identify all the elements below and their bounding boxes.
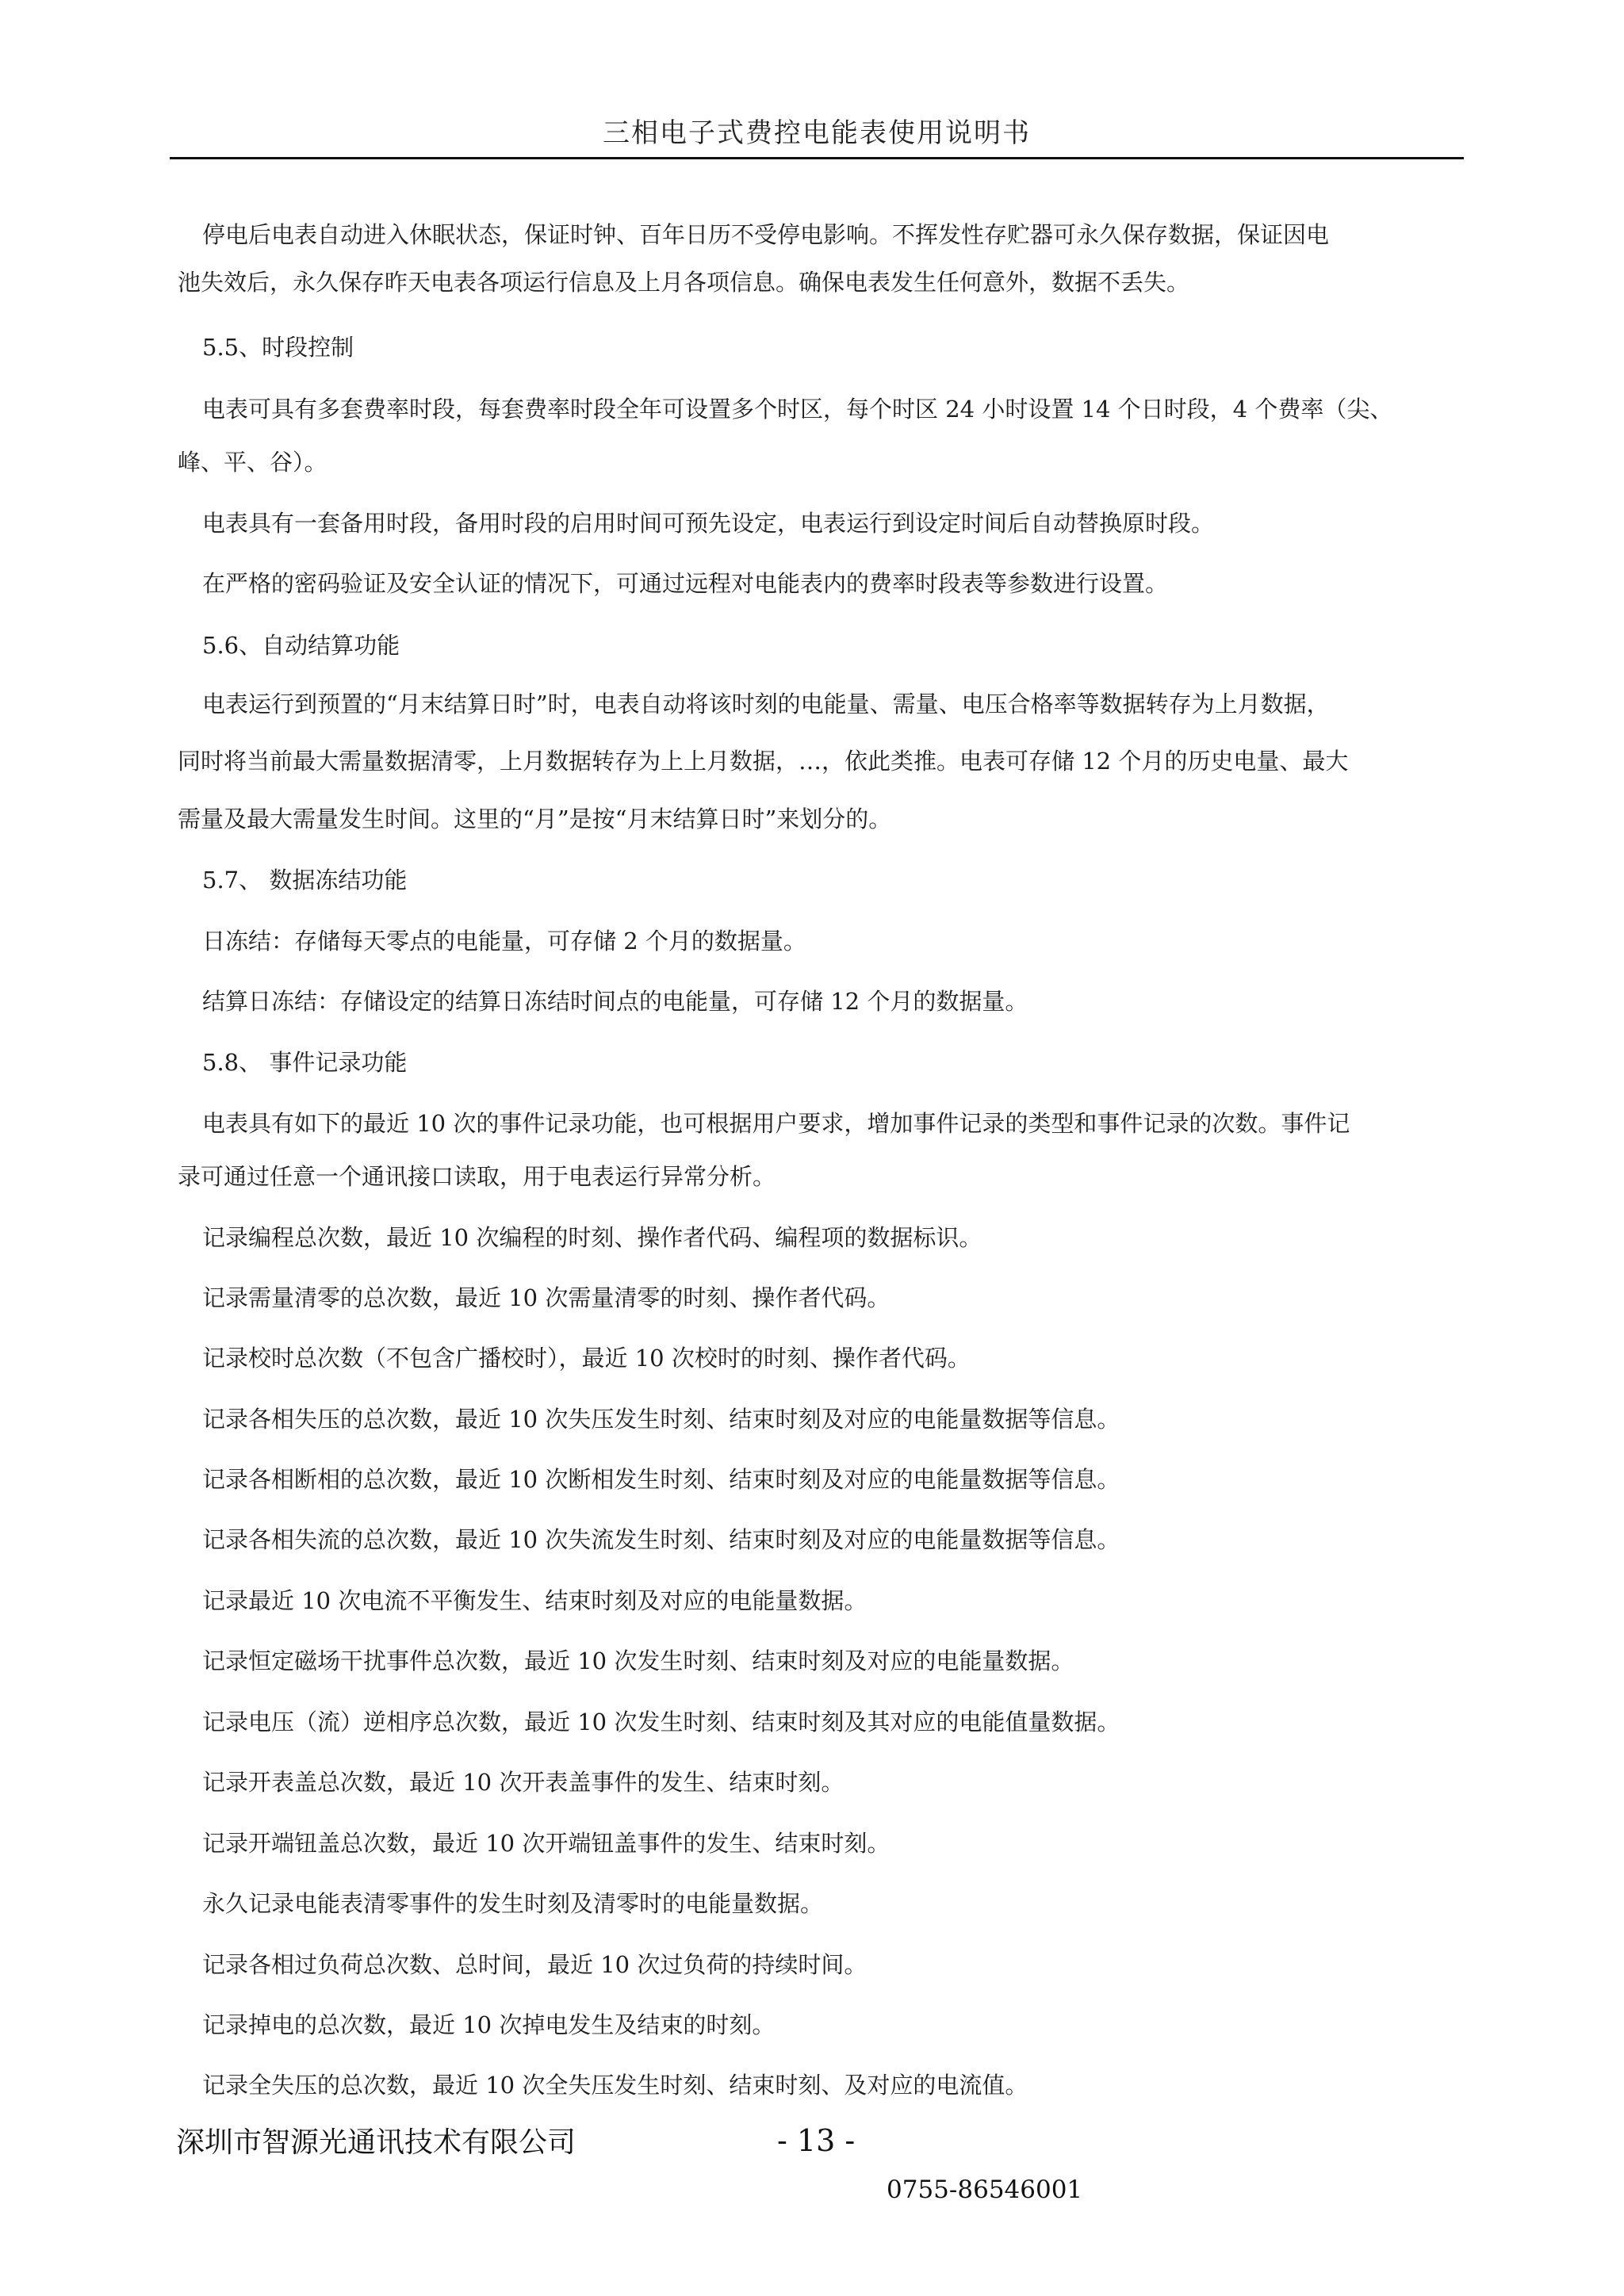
list-item: 记录全失压的总次数，最近 10 次全失压发生时刻、结束时刻、及对应的电流值。 [202,2072,1028,2099]
paragraph-line: 同时将当前最大需量数据清零，上月数据转存为上上月数据，…，依此类推。电表可存储 12 个月的历史电量、最大 [178,748,1349,775]
list-item: 记录各相断相的总次数，最近 10 次断相发生时刻、结束时刻及对应的电能量数据等信息。 [202,1466,1120,1493]
list-item: 记录电压（流）逆相序总次数，最近 10 次发生时刻、结束时刻及其对应的电能值量数据。 [202,1709,1120,1735]
section-heading-5-6: 5.6、自动结算功能 [202,632,400,659]
paragraph-line: 录可通过任意一个通讯接口读取，用于电表运行异常分析。 [178,1163,776,1190]
section-heading-5-5: 5.5、时段控制 [202,334,354,361]
list-item: 记录需量清零的总次数，最近 10 次需量清零的时刻、操作者代码。 [202,1284,891,1311]
paragraph-line: 电表可具有多套费率时段，每套费率时段全年可设置多个时区，每个时区 24 小时设置 14 个日时段，4 个费率（尖、 [202,396,1393,423]
footer-phone: 0755-86546001 [887,2175,1083,2204]
list-item: 记录开表盖总次数，最近 10 次开表盖事件的发生、结束时刻。 [202,1769,845,1796]
paragraph-line: 需量及最大需量发生时间。这里的“月”是按“月末结算日时”来划分的。 [178,806,892,832]
list-item: 记录编程总次数，最近 10 次编程的时刻、操作者代码、编程项的数据标识。 [202,1224,982,1251]
footer-company-name: 深圳市智源光通讯技术有限公司 [176,2126,576,2159]
page-header-title: 三相电子式费控电能表使用说明书 [603,117,1031,149]
paragraph-line: 电表运行到预置的“月末结算日时”时，电表自动将该时刻的电能量、需量、电压合格率等数据转存为上月数据， [202,691,1330,718]
paragraph-line: 电表具有如下的最近 10 次的事件记录功能，也可根据用户要求，增加事件记录的类型和事件记录的次数。事件记 [202,1110,1350,1137]
paragraph-line: 停电后电表自动进入休眠状态，保证时钟、百年日历不受停电影响。不挥发性存贮器可永久保存数据，保证因电 [202,221,1330,248]
list-item: 记录最近 10 次电流不平衡发生、结束时刻及对应的电能量数据。 [202,1587,868,1614]
page-number: - 13 - [777,2123,856,2158]
paragraph-line: 池失效后，永久保存昨天电表各项运行信息及上月各项信息。确保电表发生任何意外，数据不丢失。 [178,269,1190,296]
section-heading-5-8: 5.8、 事件记录功能 [202,1049,408,1076]
paragraph-line: 日冻结：存储每天零点的电能量，可存储 2 个月的数据量。 [202,928,806,955]
header-divider [170,157,1464,159]
section-heading-5-7: 5.7、 数据冻结功能 [202,867,408,894]
list-item: 记录各相失压的总次数，最近 10 次失压发生时刻、结束时刻及对应的电能量数据等信息。 [202,1406,1120,1433]
list-item: 记录恒定磁场干扰事件总次数，最近 10 次发生时刻、结束时刻及对应的电能量数据。 [202,1647,1074,1674]
paragraph-line: 在严格的密码验证及安全认证的情况下，可通过远程对电能表内的费率时段表等参数进行设置。 [202,570,1169,597]
list-item: 记录掉电的总次数，最近 10 次掉电发生及结束的时刻。 [202,2011,776,2038]
paragraph-line: 峰、平、谷）。 [178,449,327,476]
paragraph-line: 电表具有一套备用时段，备用时段的启用时间可预先设定，电表运行到设定时间后自动替换原时段。 [202,510,1215,537]
list-item: 记录各相过负荷总次数、总时间，最近 10 次过负荷的持续时间。 [202,1951,868,1978]
list-item: 永久记录电能表清零事件的发生时刻及清零时的电能量数据。 [202,1890,824,1917]
paragraph-line: 结算日冻结：存储设定的结算日冻结时间点的电能量，可存储 12 个月的数据量。 [202,988,1028,1015]
list-item: 记录开端钮盖总次数，最近 10 次开端钮盖事件的发生、结束时刻。 [202,1830,891,1857]
list-item: 记录各相失流的总次数，最近 10 次失流发生时刻、结束时刻及对应的电能量数据等信息。 [202,1526,1120,1553]
list-item: 记录校时总次数（不包含广播校时），最近 10 次校时的时刻、操作者代码。 [202,1345,971,1372]
